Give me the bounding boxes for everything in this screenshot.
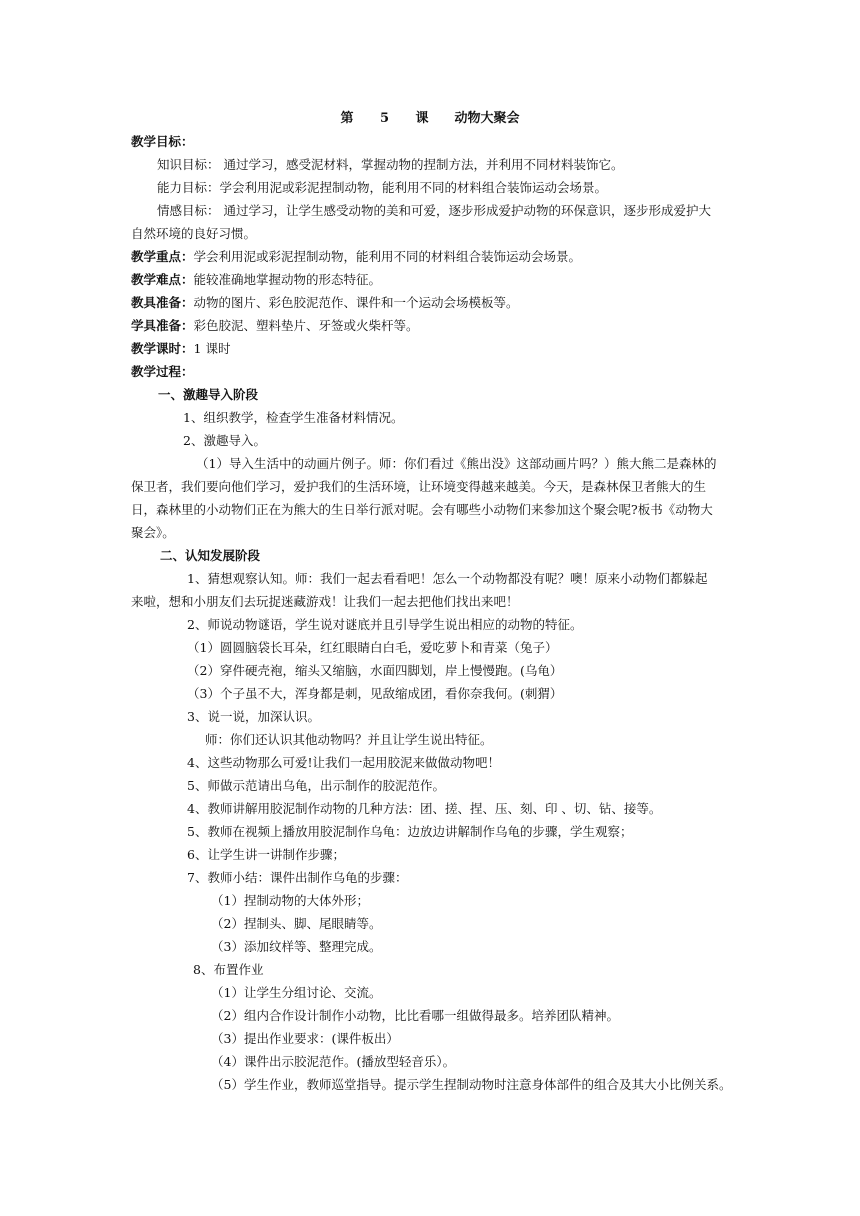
difficulties-text: 能较准确地掌握动物的形态特征。 <box>193 272 382 287</box>
student-prep-text: 彩色胶泥、塑料垫片、牙签或火柴杆等。 <box>193 318 419 333</box>
student-prep <box>131 318 419 334</box>
stage2-item7: 7、教师小结：课件出制作乌龟的步骤： <box>187 870 408 885</box>
stage1-heading: 一、激趣导入阶段 <box>158 387 259 402</box>
lesson-title: 第 5 课 动物大聚会 <box>340 111 520 126</box>
stage1-para-line1: （1）导入生活中的动画片例子。师：你们看过《熊出没》这部动画片吗？）熊大熊二是森林的 <box>196 456 717 471</box>
goal-emotion-line2: 自然环境的良好习惯。 <box>131 226 257 241</box>
key-points-label: 教学重点： <box>131 249 194 264</box>
class-hours <box>131 341 230 357</box>
riddle-1: （1）圆圆脑袋长耳朵，红红眼睛白白毛，爱吃萝卜和青菜（兔子） <box>187 640 558 655</box>
difficulties <box>131 272 381 288</box>
teacher-prep-text: 动物的图片、彩色胶泥范作、课件和一个运动会场模板等。 <box>193 295 519 310</box>
stage2-item3-sub: 师：你们还认识其他动物吗？并且让学生说出特征。 <box>205 732 493 747</box>
goal-emotion-line1: 情感目标： 通过学习，让学生感受动物的美和可爱，逐步形成爱护动物的环保意识，逐步形成爱护大 <box>157 203 711 218</box>
stage2-item1-line2: 来啦，想和小朋友们去玩捉迷藏游戏！让我们一起去把他们找出来吧！ <box>131 594 519 609</box>
stage2-item5: 5、师做示范请出乌龟，出示制作的胶泥范作。 <box>187 778 445 793</box>
stage2-item8: 8、布置作业 <box>193 962 264 977</box>
stage2-item4: 4、这些动物那么可爱!让我们一起用胶泥来做做动物吧！ <box>187 755 500 770</box>
class-hours-text: 1 课时 <box>193 341 231 356</box>
stage1-para-line3: 日，森林里的小动物们正在为熊大的生日举行派对呢。会有哪些小动物们来参加这个聚会呢?板书《动物大 <box>131 502 713 517</box>
step-3: （3）添加纹样等、整理完成。 <box>211 939 382 954</box>
stage2-item5b: 5、教师在视频上播放用胶泥制作乌龟：边放边讲解制作乌龟的步骤，学生观察； <box>187 824 633 839</box>
step-2: （2）捏制头、脚、尾眼睛等。 <box>211 916 382 931</box>
class-hours-label: 教学课时： <box>131 341 194 356</box>
student-prep-label: 学具准备： <box>131 318 194 333</box>
stage1-para-line2: 保卫者，我们要向他们学习，爱护我们的生活环境，让环境变得越来越美。今天，是森林保卫者熊大的生 <box>131 479 707 494</box>
stage2-item4b: 4、教师讲解用胶泥制作动物的几种方法：团、搓、捏、压、刻、印 、切、钻、接等。 <box>187 801 662 816</box>
riddle-2: （2）穿件硬壳袍，缩头又缩脑，水面四脚划，岸上慢慢跑。(乌龟） <box>187 663 563 678</box>
homework-4: （4）课件出示胶泥范作。(播放型轻音乐）。 <box>211 1054 456 1069</box>
goal-ability: 能力目标：学会利用泥或彩泥捏制动物，能利用不同的材料组合装饰运动会场景。 <box>157 180 608 195</box>
stage1-para-line4: 聚会》。 <box>131 525 175 540</box>
stage1-item1: 1、组织教学，检查学生准备材料情况。 <box>183 410 404 425</box>
stage2-heading: 二、认知发展阶段 <box>160 548 261 563</box>
riddle-3: （3）个子虽不大，浑身都是刺，见敌缩成团，看你奈我何。(刺猬） <box>187 686 563 701</box>
step-1: （1）捏制动物的大体外形； <box>211 893 369 908</box>
goal-knowledge: 知识目标： 通过学习，感受泥材料，掌握动物的捏制方法，并利用不同材料装饰它。 <box>157 157 624 172</box>
stage2-item3: 3、说一说，加深认识。 <box>187 709 320 724</box>
process-heading: 教学过程： <box>131 364 194 379</box>
difficulties-label: 教学难点： <box>131 272 194 287</box>
stage2-item2: 2、师说动物谜语，学生说对谜底并且引导学生说出相应的动物的特征。 <box>187 617 583 632</box>
stage1-item2: 2、激趣导入。 <box>183 433 266 448</box>
homework-1: （1）让学生分组讨论、交流。 <box>211 985 382 1000</box>
key-points <box>131 249 581 265</box>
stage2-item1-line1: 1、猜想观察认知。师：我们一起去看看吧！怎么一个动物都没有呢？噢！原来小动物们都躲起 <box>187 571 708 586</box>
homework-3: （3）提出作业要求：(课件板出） <box>211 1031 399 1046</box>
key-points-text: 学会利用泥或彩泥捏制动物，能利用不同的材料组合装饰运动会场景。 <box>193 249 582 264</box>
stage2-item6: 6、让学生讲一讲制作步骤； <box>187 847 345 862</box>
goals-heading: 教学目标： <box>131 134 194 149</box>
teacher-prep <box>131 295 519 311</box>
homework-2: （2）组内合作设计制作小动物，比比看哪一组做得最多。培养团队精神。 <box>211 1008 619 1023</box>
homework-5: （5）学生作业，教师巡堂指导。提示学生捏制动物时注意身体部件的组合及其大小比例关系。 <box>211 1077 732 1092</box>
teacher-prep-label: 教具准备： <box>131 295 194 310</box>
